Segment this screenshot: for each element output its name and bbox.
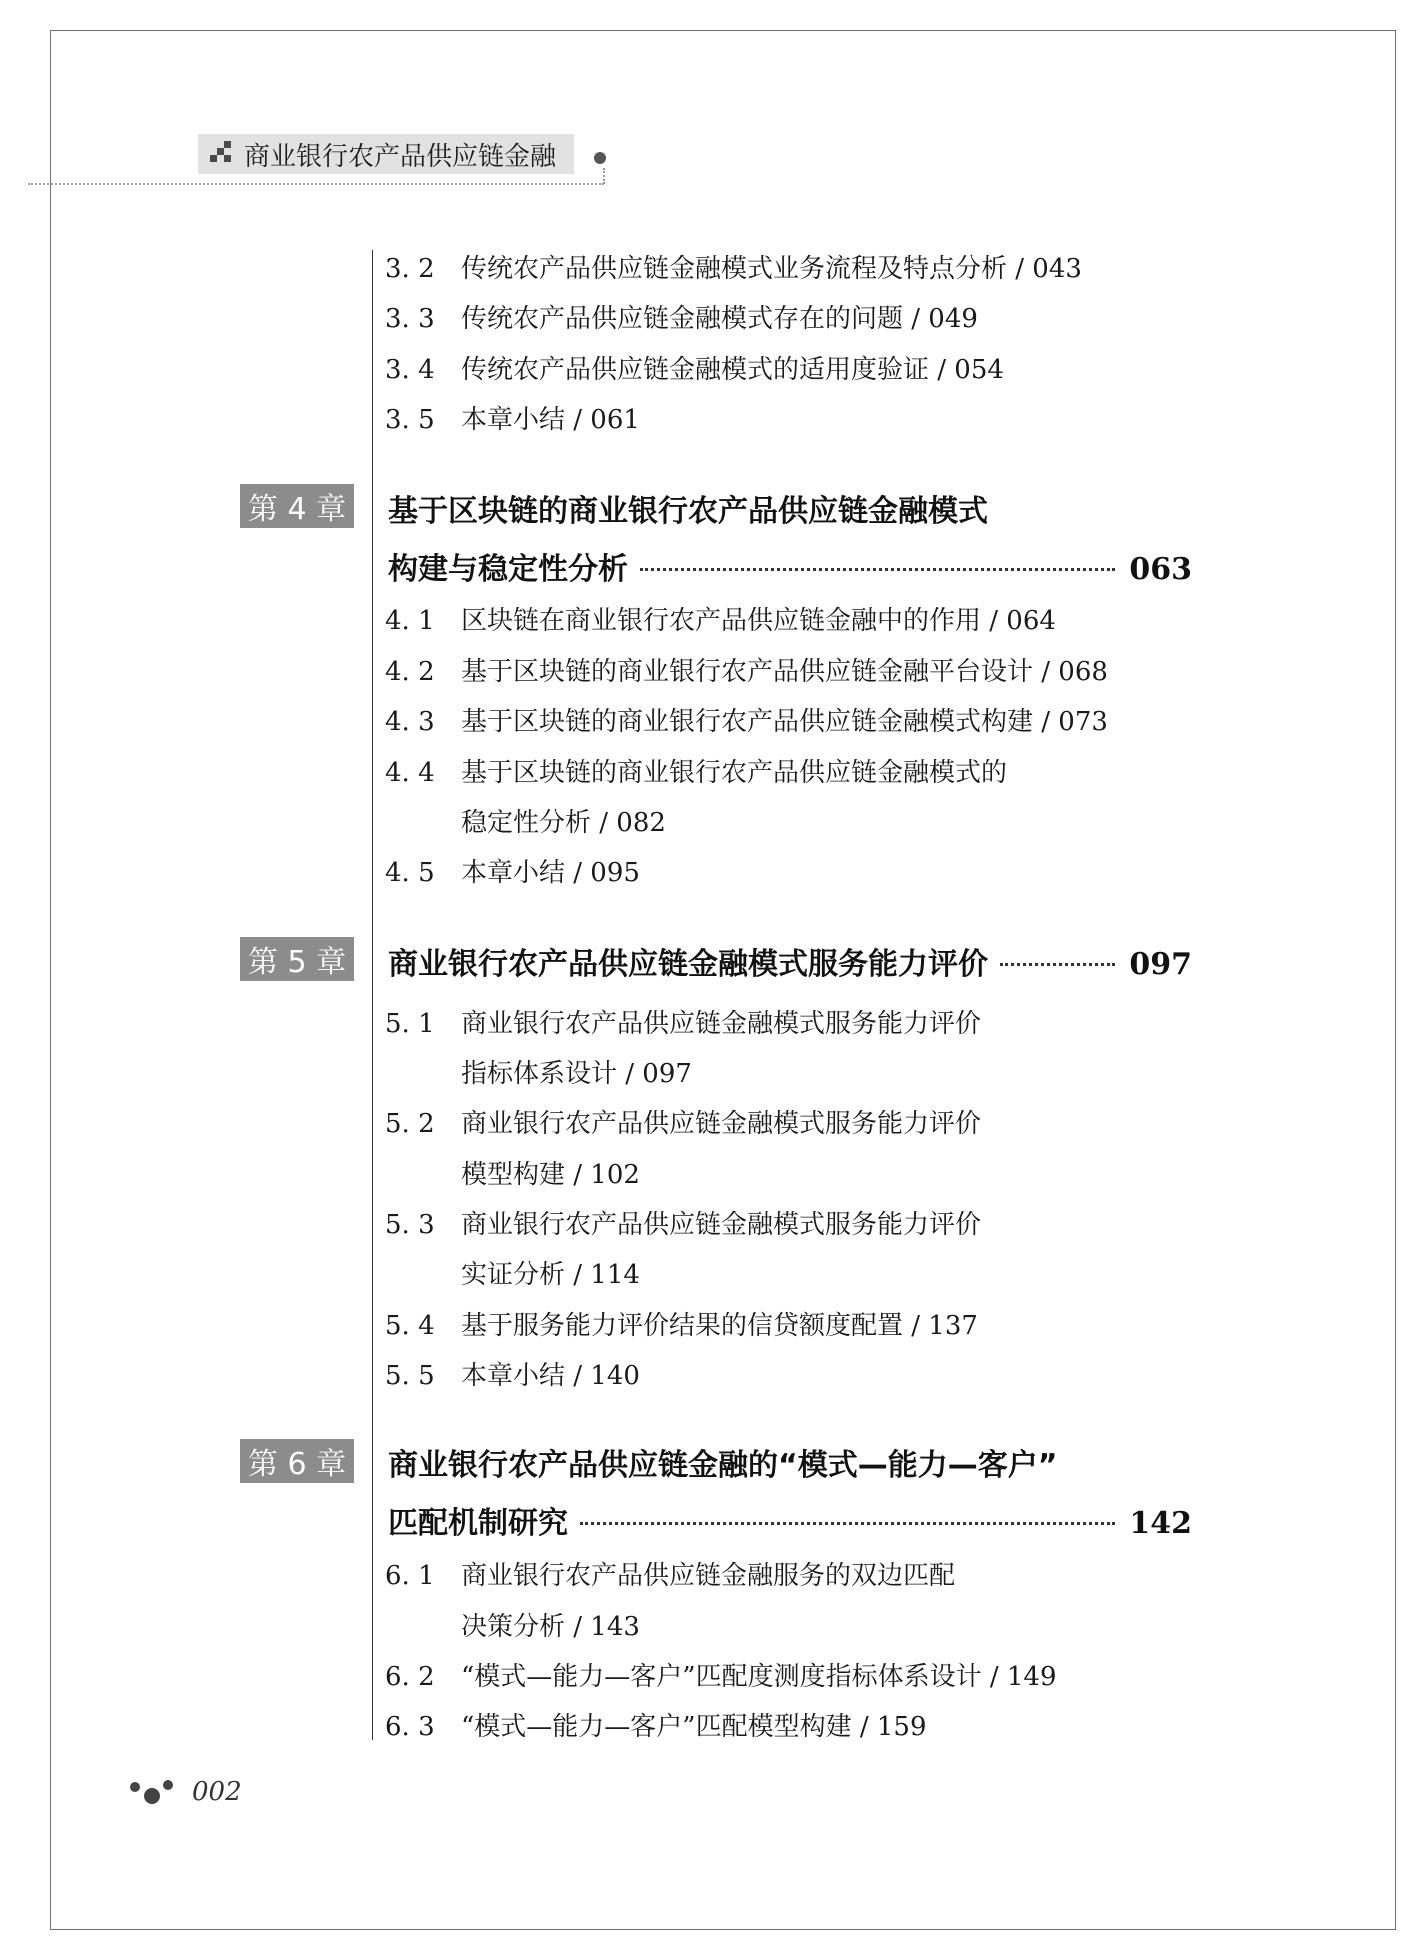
chapter-title-6-cont: 匹配机制研究 [388,1506,568,1541]
toc-entry[interactable]: 5. 3 商业银行农产品供应链金融模式服务能力评价 [385,1210,982,1240]
chapter-badge-4: 第 4 章 [240,484,354,528]
toc-entry[interactable]: 5. 1 商业银行农产品供应链金融模式服务能力评价 [385,1009,982,1039]
toc-entry[interactable]: 3. 3 传统农产品供应链金融模式存在的问题 / 049 [385,304,978,334]
toc-entry[interactable]: 3. 5 本章小结 / 061 [385,405,640,435]
header-dotted-rule [28,183,604,185]
running-header [198,134,574,174]
toc-entry[interactable]: 3. 2 传统农产品供应链金融模式业务流程及特点分析 / 043 [385,254,1082,284]
chapter-badge-5: 第 5 章 [240,937,354,981]
toc-entry[interactable]: 4. 4 基于区块链的商业银行农产品供应链金融模式的 [385,758,1008,788]
toc-entry[interactable]: 5. 5 本章小结 / 140 [385,1361,640,1391]
toc-entry[interactable]: 5. 4 基于服务能力评价结果的信贷额度配置 / 137 [385,1311,978,1341]
chapter-title-line-4[interactable] [388,544,1192,588]
header-dot-icon [594,152,606,164]
toc-entry[interactable]: 3. 4 传统农产品供应链金融模式的适用度验证 / 054 [385,355,1004,385]
chapter-title-5: 商业银行农产品供应链金融模式服务能力评价 [388,947,988,982]
dot-leader [1000,963,1115,966]
toc-entry-cont[interactable]: 实证分析 / 114 [461,1260,640,1290]
toc-entry[interactable]: 6. 1 商业银行农产品供应链金融服务的双边匹配 [385,1561,956,1591]
toc-entry-cont[interactable]: 决策分析 / 143 [461,1612,640,1642]
chapter-title-line-6[interactable] [388,1498,1192,1542]
chapter-page-5: 097 [1129,947,1192,982]
toc-entry[interactable]: 4. 2 基于区块链的商业银行农产品供应链金融平台设计 / 068 [385,657,1108,687]
dot-leader [580,1522,1115,1525]
toc-entry[interactable]: 5. 2 商业银行农产品供应链金融模式服务能力评价 [385,1109,982,1139]
chapter-title-line-5[interactable] [388,939,1192,983]
toc-entry[interactable]: 4. 1 区块链在商业银行农产品供应链金融中的作用 / 064 [385,606,1056,636]
toc-vertical-rule [372,250,373,1740]
toc-entry[interactable]: 6. 2 “模式—能力—客户”匹配度测度指标体系设计 / 149 [385,1662,1057,1692]
header-dotted-tick [603,168,607,184]
chapter-title-4-cont: 构建与稳定性分析 [388,552,628,587]
header-title: 商业银行农产品供应链金融 [244,141,557,172]
chapter-page-6: 142 [1129,1506,1192,1541]
toc-entry[interactable]: 4. 5 本章小结 / 095 [385,858,640,888]
checker-icon [210,141,236,167]
chapter-page-4: 063 [1129,552,1192,587]
toc-entry[interactable]: 4. 3 基于区块链的商业银行农产品供应链金融模式构建 / 073 [385,707,1108,737]
dot-leader [640,568,1115,571]
toc-entry[interactable]: 6. 3 “模式—能力—客户”匹配模型构建 / 159 [385,1712,927,1742]
footer-dots-icon [130,1776,190,1806]
chapter-badge-6: 第 6 章 [240,1439,354,1483]
toc-entry-cont[interactable]: 模型构建 / 102 [461,1160,640,1190]
chapter-title-4[interactable]: 基于区块链的商业银行农产品供应链金融模式 [388,494,988,529]
toc-entry-cont[interactable]: 稳定性分析 / 082 [461,808,666,838]
chapter-title-6[interactable]: 商业银行农产品供应链金融的“模式—能力—客户” [388,1448,1058,1483]
page-number: 002 [192,1777,242,1807]
toc-entry-cont[interactable]: 指标体系设计 / 097 [461,1059,692,1089]
